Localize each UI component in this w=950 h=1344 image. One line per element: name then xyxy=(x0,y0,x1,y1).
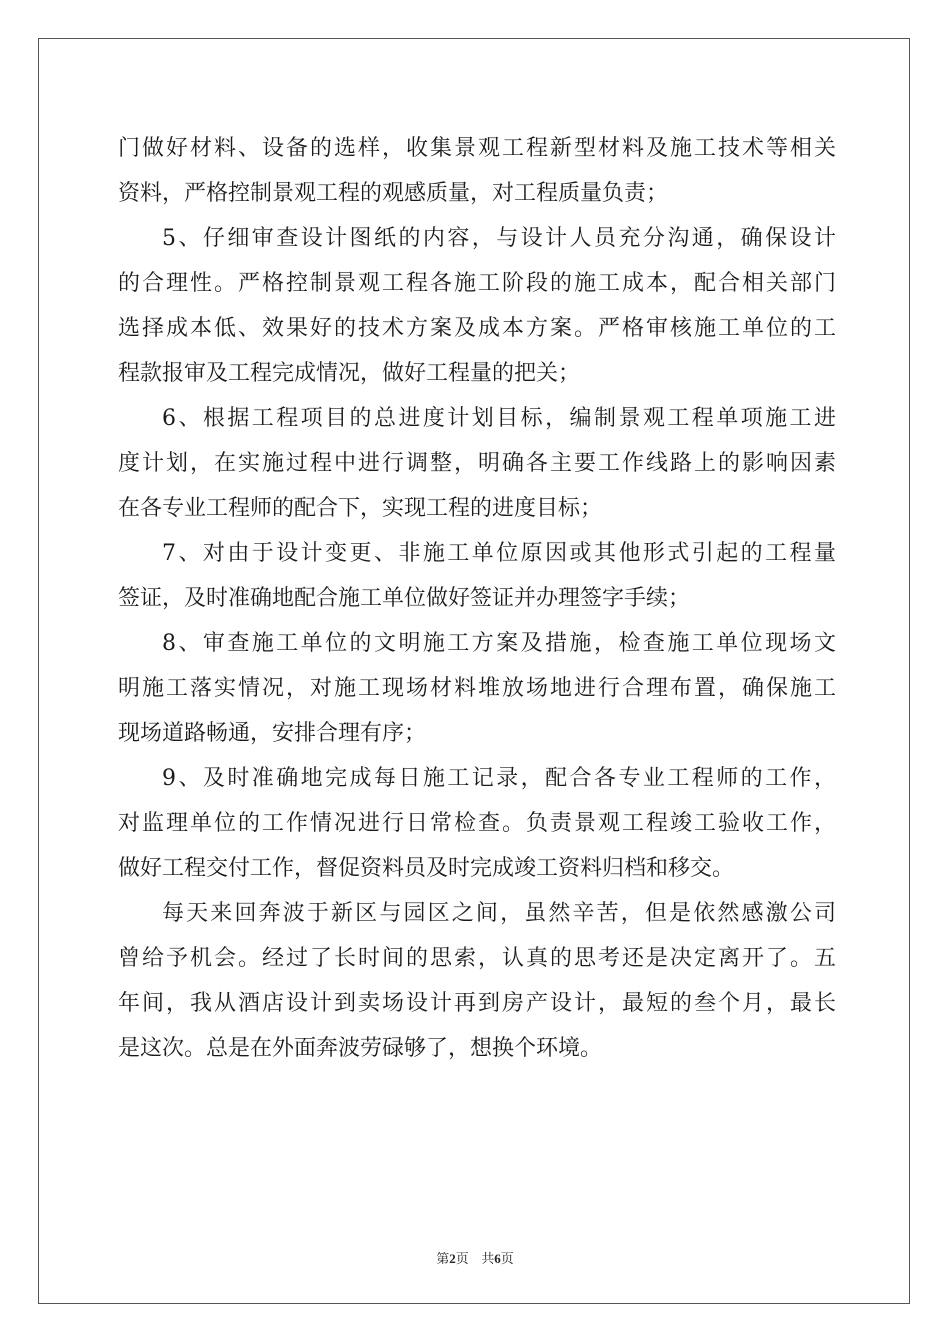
text-line: 7、对由于设计变更、非施工单位原因或其他形式引起的工程量 xyxy=(162,541,836,566)
paragraph xyxy=(118,891,836,1071)
text-line: 明施工落实情况，对施工现场材料堆放场地进行合理布置，确保施工 xyxy=(118,676,836,701)
page-prefix: 第 xyxy=(436,1252,450,1267)
text-line: 9、及时准确地完成每日施工记录，配合各专业工程师的工作， xyxy=(162,766,836,791)
text-line: 的合理性。严格控制景观工程各施工阶段的施工成本，配合相关部门 xyxy=(118,271,836,296)
text-line: 8、审查施工单位的文明施工方案及措施，检查施工单位现场文 xyxy=(162,631,836,656)
paragraph xyxy=(118,216,836,396)
text-line: 门做好材料、设备的选样，收集景观工程新型材料及施工技术等相关 xyxy=(118,136,836,161)
text-line: 年间，我从酒店设计到卖场设计再到房产设计，最短的叁个月，最长 xyxy=(118,991,836,1016)
text-line: 现场道路畅通，安排合理有序； xyxy=(118,721,427,746)
text-line: 每天来回奔波于新区与园区之间，虽然辛苦，但是依然感激公司 xyxy=(162,901,836,926)
page-footer xyxy=(0,1248,950,1267)
text-line: 资料，严格控制景观工程的观感质量，对工程质量负责； xyxy=(118,181,669,206)
paragraph xyxy=(118,396,836,531)
text-line: 选择成本低、效果好的技术方案及成本方案。严格审核施工单位的工 xyxy=(118,316,836,341)
text-line: 签证，及时准确地配合施工单位做好签证并办理签字手续； xyxy=(118,586,691,611)
text-line: 曾给予机会。经过了长时间的思索，认真的思考还是决定离开了。五 xyxy=(118,946,836,971)
paragraph xyxy=(118,126,836,216)
paragraph xyxy=(118,621,836,756)
page-number: 2 xyxy=(449,1251,456,1266)
text-line: 在各专业工程师的配合下，实现工程的进度目标； xyxy=(118,496,603,521)
text-line: 对监理单位的工作情况进行日常检查。负责景观工程竣工验收工作， xyxy=(118,811,836,836)
total-prefix: 共 xyxy=(481,1252,495,1267)
paragraph xyxy=(118,756,836,891)
total-suffix: 页 xyxy=(500,1252,514,1267)
text-line: 5、仔细审查设计图纸的内容，与设计人员充分沟通，确保设计 xyxy=(162,226,836,251)
text-line: 度计划，在实施过程中进行调整，明确各主要工作线路上的影响因素 xyxy=(118,451,836,476)
paragraph xyxy=(118,531,836,621)
total-pages: 6 xyxy=(494,1251,501,1266)
text-line: 做好工程交付工作，督促资料员及时完成竣工资料归档和移交。 xyxy=(118,856,735,881)
text-line: 是这次。总是在外面奔波劳碌够了，想换个环境。 xyxy=(118,1036,603,1061)
text-line: 程款报审及工程完成情况，做好工程量的把关； xyxy=(118,361,581,386)
text-line: 6、根据工程项目的总进度计划目标，编制景观工程单项施工进 xyxy=(162,406,836,431)
document-body xyxy=(118,126,836,1071)
page-suffix: 页 xyxy=(455,1252,469,1267)
